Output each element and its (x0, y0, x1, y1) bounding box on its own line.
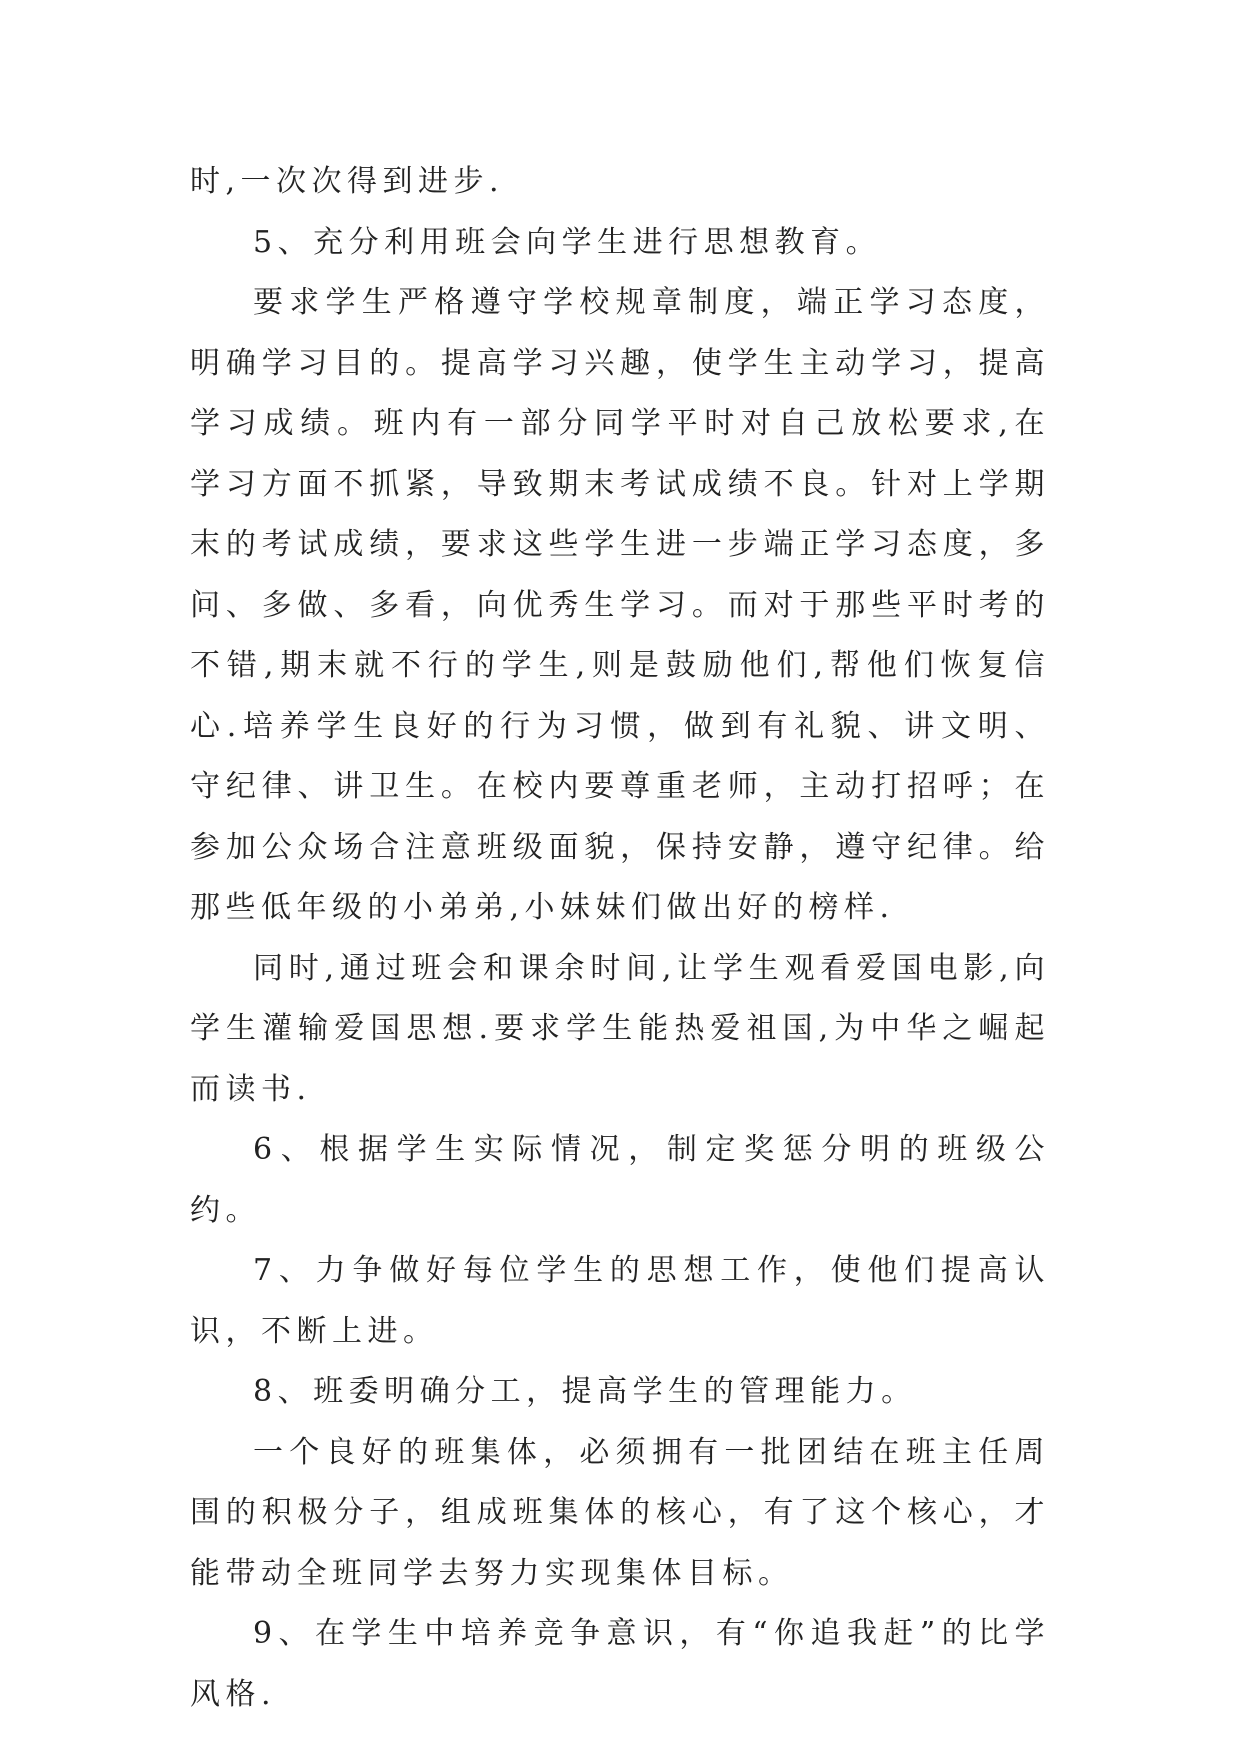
paragraph-item-9-heading: 9、在学生中培养竞争意识，有“你追我赶”的比学风格. (190, 1616, 1050, 1712)
paragraph-item-8-body: 一个良好的班集体，必须拥有一批团结在班主任周围的积极分子，组成班集体的核心，有了这个核心，才能带动全班同学去努力实现集体目标。 (190, 1434, 1050, 1591)
paragraph-item-5-patriotism: 同时,通过班会和课余时间,让学生观看爱国电影,向学生灌输爱国思想.要求学生能热爱祖国,为中华之崛起而读书. (190, 950, 1050, 1107)
paragraph-item-5-heading: 5、充分利用班会向学生进行思想教育。 (253, 224, 882, 260)
paragraph-item-8-heading: 8、班委明确分工，提高学生的管理能力。 (253, 1374, 917, 1409)
document-body (190, 152, 1050, 1725)
paragraph-continuation: 时,一次次得到进步. (190, 164, 505, 199)
paragraph-item-6-heading: 6、根据学生实际情况，制定奖惩分明的班级公约。 (190, 1132, 1050, 1228)
paragraph-item-7-heading: 7、力争做好每位学生的思想工作，使他们提高认识，不断上进。 (190, 1253, 1050, 1349)
paragraph-item-5-body: 要求学生严格遵守学校规章制度，端正学习态度，明确学习目的。提高学习兴趣，使学生主动学习，提高学习成绩。班内有一部分同学平时对自己放松要求,在学习方面不抓紧，导致期末考试成绩不良。针对上学期末的考试成绩，要求这些学生进一步端正学习态度，多问、多做、多看，向优秀生学习。而对于那些平时考的不错,期末就不行的学生,则是鼓励他们,帮他们恢复信心.培养学生良好的行为习惯，做到有礼貌、讲文明、守纪律、讲卫生。在校内要尊重老师，主动打招呼；在参加公众场合注意班级面貌，保持安静，遵守纪律。给那些低年级的小弟弟,小妹妹们做出好的榜样. (190, 285, 1050, 925)
